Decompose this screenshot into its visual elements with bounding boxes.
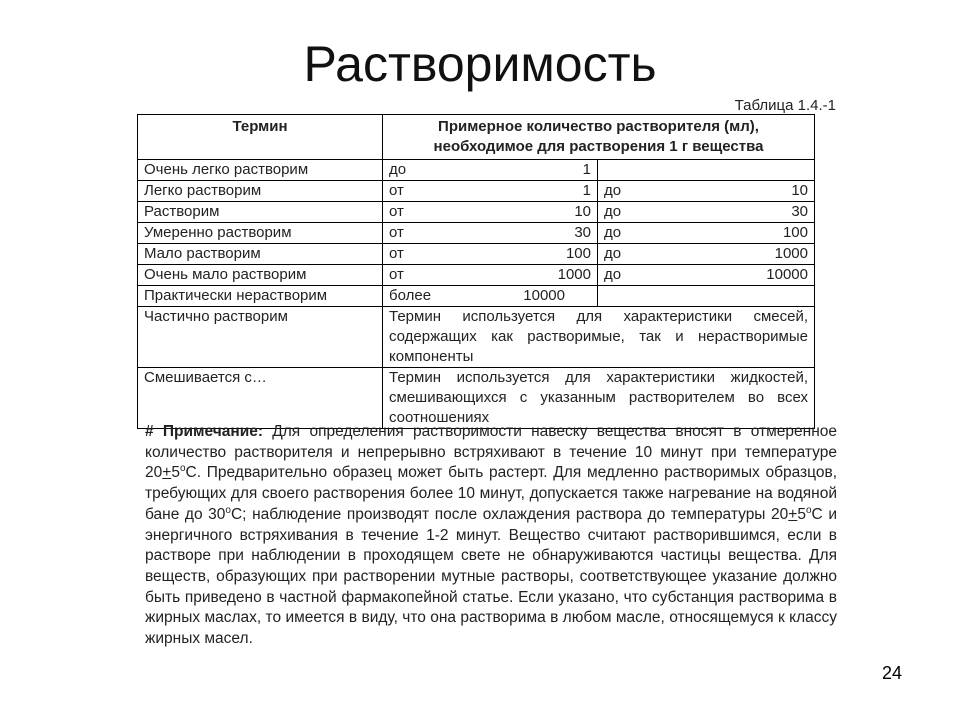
table-header-row — [138, 115, 815, 160]
table-row — [138, 202, 815, 223]
note-plus-minus-2: + — [788, 505, 798, 523]
table-row — [138, 160, 815, 181]
row-to-value: 100 — [782, 224, 808, 241]
row-from — [383, 244, 598, 265]
header-amount — [383, 115, 815, 160]
row-from-prefix: от — [389, 182, 404, 199]
row-from-value: 1000 — [557, 266, 591, 283]
row-term: Смешивается с… — [138, 368, 383, 429]
table-row — [138, 265, 815, 286]
row-to — [598, 286, 815, 307]
row-from-prefix: более — [389, 287, 432, 304]
row-to — [598, 244, 815, 265]
row-from-prefix: от — [389, 224, 404, 241]
row-description: Термин используется для характеристики смесей, содержащих как растворимые, так и нерастворимые компоненты — [383, 307, 815, 368]
row-from — [383, 265, 598, 286]
row-to-value: 10 — [791, 182, 808, 199]
row-from — [383, 223, 598, 244]
row-from-prefix: до — [389, 161, 407, 178]
row-from-value: 10000 — [523, 287, 565, 304]
row-to-prefix: до — [604, 245, 622, 262]
row-term: Очень легко растворим — [138, 160, 383, 181]
row-from-value: 10 — [574, 203, 591, 220]
row-from-prefix: от — [389, 266, 404, 283]
row-to — [598, 265, 815, 286]
row-to — [598, 223, 815, 244]
note-text-1: Для определения растворимости навеску вещества вносят в отмеренное количество растворителя и непрерывно встряхивают в течение 10 минут при температуре 20 — [145, 423, 838, 482]
table-row — [138, 223, 815, 244]
row-to-prefix: до — [604, 203, 622, 220]
row-from — [383, 181, 598, 202]
note-text-3: C; наблюдение производят после охлаждения раствора до температуры 20 — [230, 505, 789, 523]
row-to — [598, 160, 815, 181]
solubility-table — [137, 114, 815, 429]
note-plus-minus: + — [162, 464, 172, 482]
row-to — [598, 181, 815, 202]
row-term: Легко растворим — [138, 181, 383, 202]
table-row — [138, 286, 815, 307]
table-row-description — [138, 307, 815, 368]
row-from-value: 1 — [582, 182, 591, 199]
table-row-description — [138, 368, 815, 429]
row-from — [383, 160, 598, 181]
row-to — [598, 202, 815, 223]
note-five-2: 5 — [797, 505, 806, 523]
note-label: # Примечание: — [145, 423, 264, 440]
note-degree: o — [179, 463, 186, 475]
row-to-value: 10000 — [766, 266, 808, 283]
note-degree-2: o — [225, 504, 231, 516]
table-row — [138, 244, 815, 265]
header-amount-line1: Примерное количество растворителя (мл), — [438, 118, 759, 135]
row-term: Мало растворим — [138, 244, 383, 265]
page-number: 24 — [881, 663, 902, 683]
row-to-value: 30 — [791, 203, 808, 220]
note-degree-3: o — [805, 504, 812, 516]
row-from-value: 100 — [565, 245, 591, 262]
row-from-value: 1 — [582, 161, 591, 178]
note-paragraph — [145, 422, 837, 650]
row-to-value: 1000 — [774, 245, 808, 262]
table-row — [138, 181, 815, 202]
row-term: Растворим — [138, 202, 383, 223]
row-description: Термин используется для характеристики жидкостей, смешивающихся с указанным растворителем во всех соотношениях — [383, 368, 815, 429]
row-from — [383, 202, 598, 223]
row-from — [383, 286, 598, 307]
row-from-prefix: от — [389, 203, 404, 220]
row-to-prefix: до — [604, 266, 622, 283]
row-term: Очень мало растворим — [138, 265, 383, 286]
note-text-4: C и энергичного встряхивания в течение 1-2 минут. Вещество считают растворившимся, если в растворе при наблюдении в проходящем свете не обнаруживаются частицы вещества. Для веществ, образующих при растворении мутные растворы, соответствующее указание должно быть приведено в частной фармакопейной статье. Если указано, что субстанция растворима в жирных маслах, то имеется в виду, что она растворима в любом масле, относящемуся к классу жирных масел. — [145, 505, 837, 648]
table-caption: Таблица 1.4.-1 — [734, 97, 836, 114]
note-text-2: C. Предварительно образец может быть растерт. Для медленно растворимых образцов, требующих для своего растворения более 10 минут, допускается также нагревание на водяной бане до 30 — [145, 464, 837, 523]
header-term: Термин — [138, 115, 383, 160]
slide-title: Растворимость — [303, 36, 657, 92]
row-term: Частично растворим — [138, 307, 383, 368]
row-to-prefix: до — [604, 182, 622, 199]
row-term: Практически нерастворим — [138, 286, 383, 307]
row-to-prefix: до — [604, 224, 622, 241]
header-amount-line2: необходимое для растворения 1 г вещества — [433, 138, 764, 155]
note-five: 5 — [171, 464, 180, 482]
row-from-prefix: от — [389, 245, 404, 262]
row-from-value: 30 — [574, 224, 591, 241]
row-term: Умеренно растворим — [138, 223, 383, 244]
